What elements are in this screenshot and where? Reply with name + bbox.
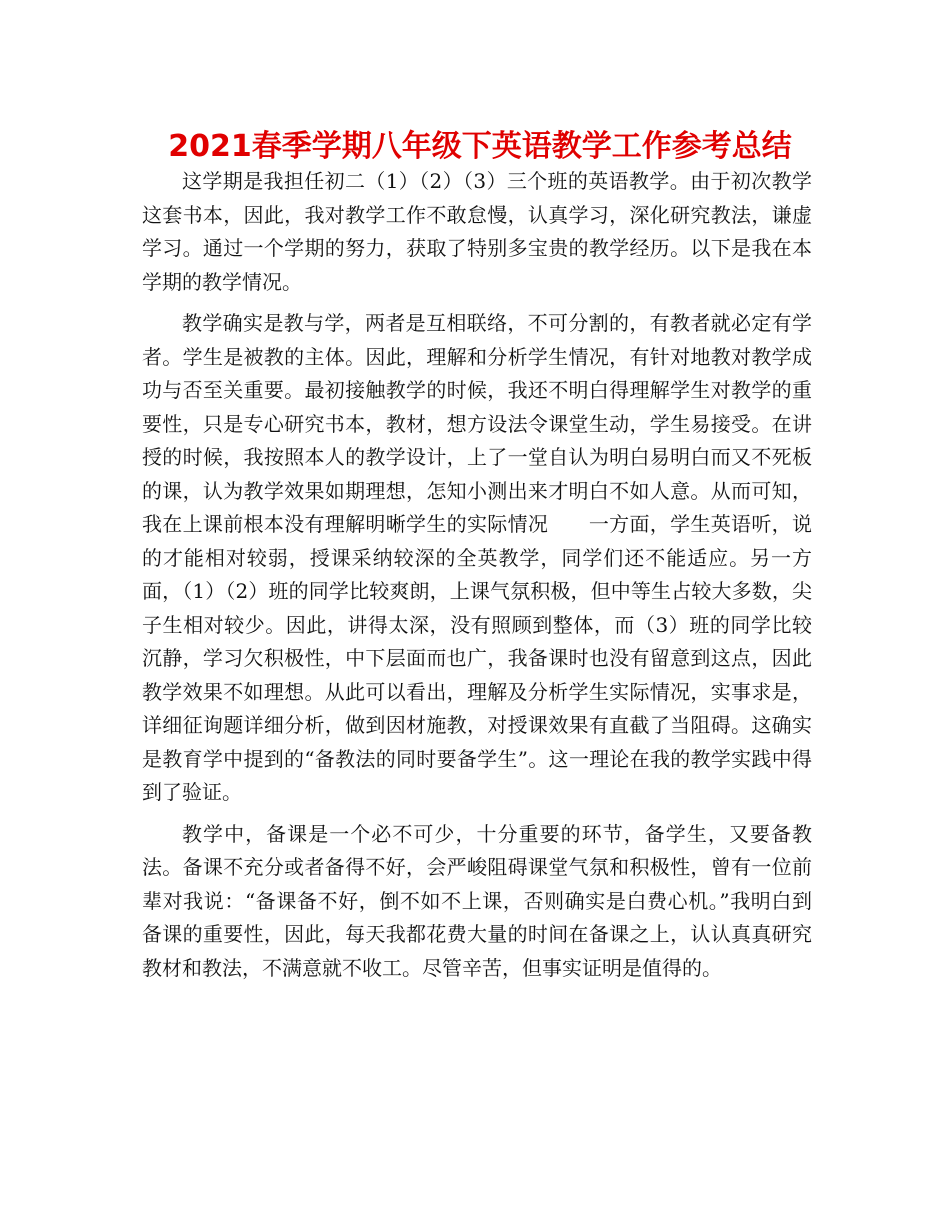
paragraph-intro: 这学期是我担任初二（1）（2）（3）三个班的英语教学。由于初次教学这套书本，因此，我对教学工作不敢怠慢，认真学习，深化研究教法，谦虚学习。通过一个学期的努力，获取了特别多宝贵的教学经历。以下是我在本学期的教学情况。 [142, 169, 812, 294]
paragraph-teaching-students: 教学确实是教与学，两者是互相联络，不可分割的，有教者就必定有学者。学生是被教的主体。因此，理解和分析学生情况，有针对地教对教学成功与否至关重要。最初接触教学的时候，我还不明白得理解学生对教学的重要性，只是专心研究书本，教材，想方设法令课堂生动，学生易接受。在讲授的时候，我按照本人的教学设计，上了一堂自认为明白易明白而又不死板的课，认为教学效果如期理想，怎知小测出来才明白不如人意。从而可知，我在上课前根本没有理解明晰学生的实际情况 一方面，学生英语听，说的才能相对较弱，授课采纳较深的全英教学，同学们还不能适应。另一方面，（1）（2）班的同学比较爽朗，上课气氛积极，但中等生占较大多数，尖子生相对较少。因此，讲得太深，没有照顾到整体，而（3）班的同学比较沉静，学习欠积极性，中下层面而也广，我备课时也没有留意到这点，因此教学效果不如理想。从此可以看出，理解及分析学生实际情况，实事求是，详细征询题详细分析，做到因材施教，对授课效果有直截了当阻碍。这确实是教育学中提到的“备教法的同时要备学生”。这一理论在我的教学实践中得到了验证。 [142, 311, 812, 804]
paragraph-lesson-preparation: 教学中，备课是一个必不可少，十分重要的环节，备学生，又要备教法。备课不充分或者备得不好，会严峻阻碍课堂气氛和积极性，曾有一位前辈对我说：“备课备不好，倒不如不上课，否则确实是白费心机。”我明白到备课的重要性，因此，每天我都花费大量的时间在备课之上，认认真真研究教材和教法，不满意就不收工。尽管辛苦，但事实证明是值得的。 [142, 821, 812, 980]
document-body [142, 165, 812, 985]
document-title: 2021春季学期八年级下英语教学工作参考总结 [168, 129, 792, 164]
